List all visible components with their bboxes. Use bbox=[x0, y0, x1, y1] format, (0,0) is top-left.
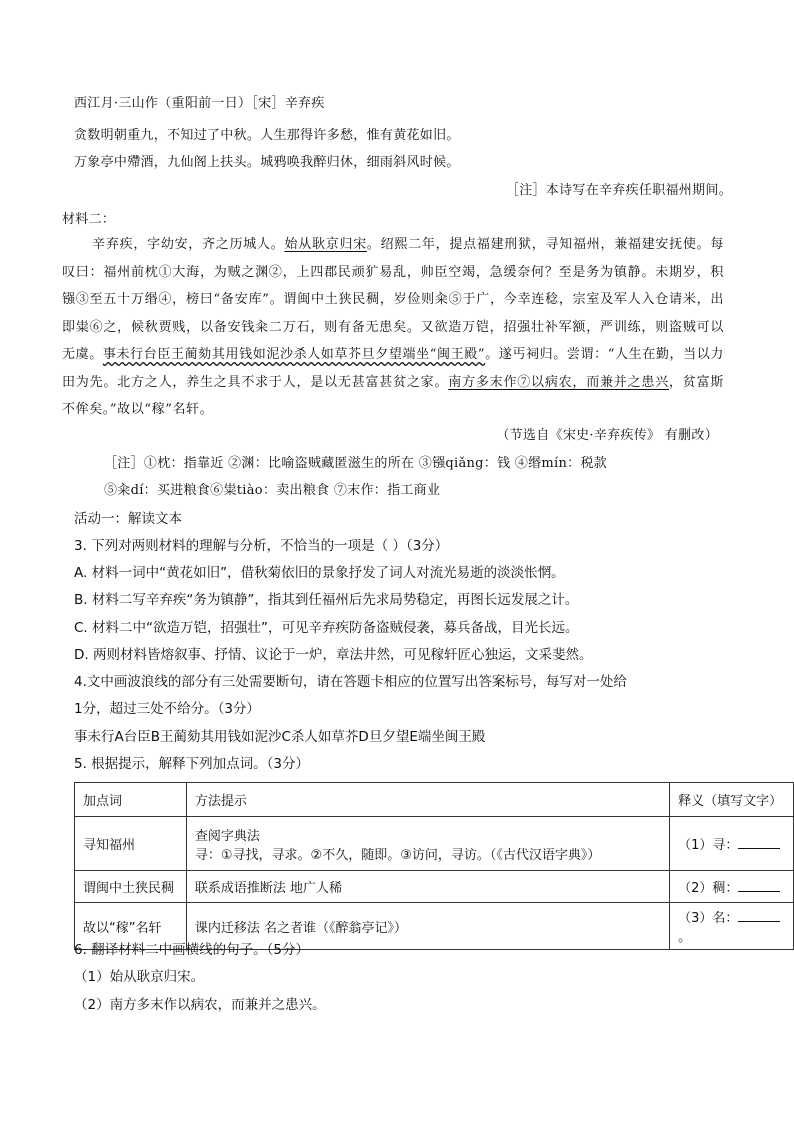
question-3-option-c: C. 材料二中“欲造万铠，招强壮”，可见辛弃疾防备盗贼侵袭，募兵备战，目光长远。 bbox=[74, 620, 579, 636]
table-cell-hint: 课内迁移法 名之者谁（《醉翁亭记》） bbox=[186, 903, 669, 950]
table-header-word: 加点词 bbox=[75, 783, 187, 817]
question-6-sentence-2: （2）南方多末作以病农，而兼并之患兴。 bbox=[74, 997, 326, 1013]
passage-notes-1: ［注］①枕：指靠近 ②渊：比喻盗贼藏匿滋生的所在 ③镪qiǎng：钱 ④缗mín：税款 bbox=[104, 456, 608, 471]
hint-line: 寻：①寻找，寻求。②不久，随即。③访问，寻访。（《古代汉语字典》） bbox=[194, 847, 601, 863]
question-4-text: 事未行A台臣B王蔺劾其用钱如泥沙C杀人如草芥D旦夕望E端坐闽王殿 bbox=[74, 729, 486, 745]
table-cell-word: 谓闽中土狭民稠 bbox=[75, 871, 187, 903]
question-3-option-b: B. 材料二写辛弃疾“务为镇静”，指其到任福州后先求局势稳定，再图长远发展之计。 bbox=[74, 592, 579, 608]
table-header-meaning: 释义（填写文字） bbox=[670, 783, 794, 817]
wavy-underlined-text: 事未行台臣王蔺劾其用钱如泥沙杀人如草芥旦夕望端坐“闽王殿” bbox=[102, 347, 486, 362]
passage-text: 。绍熙二年，提点福建刑狱，寻知福州，兼福建安抚使。每叹曰：福州前枕①大海，为贼之渊②，上四郡民顽犷易乱，帅臣空竭，急缓奈何？至是务为镇静。未期岁，积镪③至五十万缗④，榜曰“备安库”。谓闽中土狭民稠，岁俭则籴⑤于广，今幸连稔，宗室及军人入仓请米，出即粜⑥之，候秋贾贱，以备安钱籴二万石，则有备无患矣。又欲造万铠，招强壮补军额，严训练，则盗贼可以无虞。 bbox=[62, 237, 724, 362]
question-5-stem: 5. 根据提示，解释下列加点词。（3分） bbox=[74, 756, 310, 772]
table-cell-answer[interactable] bbox=[670, 903, 794, 950]
passage-notes-2: ⑤籴dí：买进粮食⑥粜tiào：卖出粮食 ⑦末作：指工商业 bbox=[104, 483, 441, 498]
material-two-heading: 材料二： bbox=[62, 212, 116, 227]
passage-source: （节选自《宋史·辛弃疾传》 有删改） bbox=[496, 428, 718, 443]
table-header-row bbox=[75, 783, 794, 817]
material-two-passage bbox=[62, 231, 724, 424]
question-3-option-a: A. 材料一词中“黄花如旧”，借秋菊依旧的景象抒发了词人对流光易逝的淡淡怅惘。 bbox=[74, 565, 565, 581]
question-3-option-d: D. 两则材料皆熔叙事、抒情、议论于一炉，章法井然，可见稼轩匠心独运，文采斐然。 bbox=[74, 647, 593, 663]
question-6-sentence-1: （1）始从耿京归宋。 bbox=[74, 969, 205, 985]
table-cell-hint: 联系成语推断法 地广人稀 bbox=[186, 871, 669, 903]
question-5-table bbox=[74, 782, 794, 950]
answer-label: （3）名： bbox=[678, 911, 739, 926]
question-3-stem: 3. 下列对两则材料的理解与分析，不恰当的一项是（ ）（3分） bbox=[74, 538, 449, 554]
table-cell-word: 寻知福州 bbox=[75, 817, 187, 871]
table-row bbox=[75, 871, 794, 903]
poem-title: 西江月·三山作（重阳前一日）［宋］辛弃疾 bbox=[74, 96, 325, 111]
table-cell-answer[interactable] bbox=[670, 817, 794, 871]
passage-text: ，贫富斯不侔矣。”故以“稼”名轩。 bbox=[62, 374, 724, 417]
table-header-method: 方法提示 bbox=[186, 783, 669, 817]
activity-heading: 活动一：解读文本 bbox=[74, 511, 182, 527]
table-cell-word: 故以“稼”名轩 bbox=[75, 903, 187, 950]
poem-line-1: 贪数明朝重九，不知过了中秋。人生那得许多愁，惟有黄花如旧。 bbox=[74, 128, 460, 143]
answer-label: （1）寻： bbox=[678, 838, 739, 853]
underlined-sentence-2: 南方多末作⑦以病农，而兼并之患兴 bbox=[448, 374, 669, 390]
answer-end-mark: 。 bbox=[678, 930, 692, 945]
answer-blank[interactable] bbox=[738, 878, 780, 892]
answer-blank[interactable] bbox=[738, 908, 780, 922]
table-cell-answer[interactable] bbox=[670, 871, 794, 903]
table-row bbox=[75, 817, 794, 871]
passage-text: 辛弃疾，字幼安，齐之历城人。 bbox=[92, 237, 285, 252]
answer-blank[interactable] bbox=[738, 835, 780, 849]
passage-text: 。遂丐祠归。尝谓：“人生在勤，当以力田为先。北方之人，养生之具不求于人，是以无甚富甚贫之家。 bbox=[62, 347, 724, 390]
table-cell-hint bbox=[186, 817, 669, 871]
poem-line-2: 万象亭中殢酒，九仙阁上扶头。城鸦唤我醉归休，细雨斜风时候。 bbox=[74, 155, 460, 170]
poem-note: ［注］本诗写在辛弃疾任职福州期间。 bbox=[505, 183, 732, 198]
question-4-stem-line-2: 1分，超过三处不给分。（3分） bbox=[74, 701, 260, 717]
question-6-stem: 6. 翻译材料二中画横线的句子。（5分） bbox=[74, 942, 310, 958]
hint-line: 查阅字典法 bbox=[194, 828, 260, 844]
underlined-sentence-1: 始从耿京归宋 bbox=[284, 237, 367, 252]
answer-label: （2）稠： bbox=[678, 881, 739, 896]
question-4-stem-line-1: 4.文中画波浪线的部分有三处需要断句，请在答题卡相应的位置写出答案标号，每写对一处给 bbox=[74, 674, 627, 690]
